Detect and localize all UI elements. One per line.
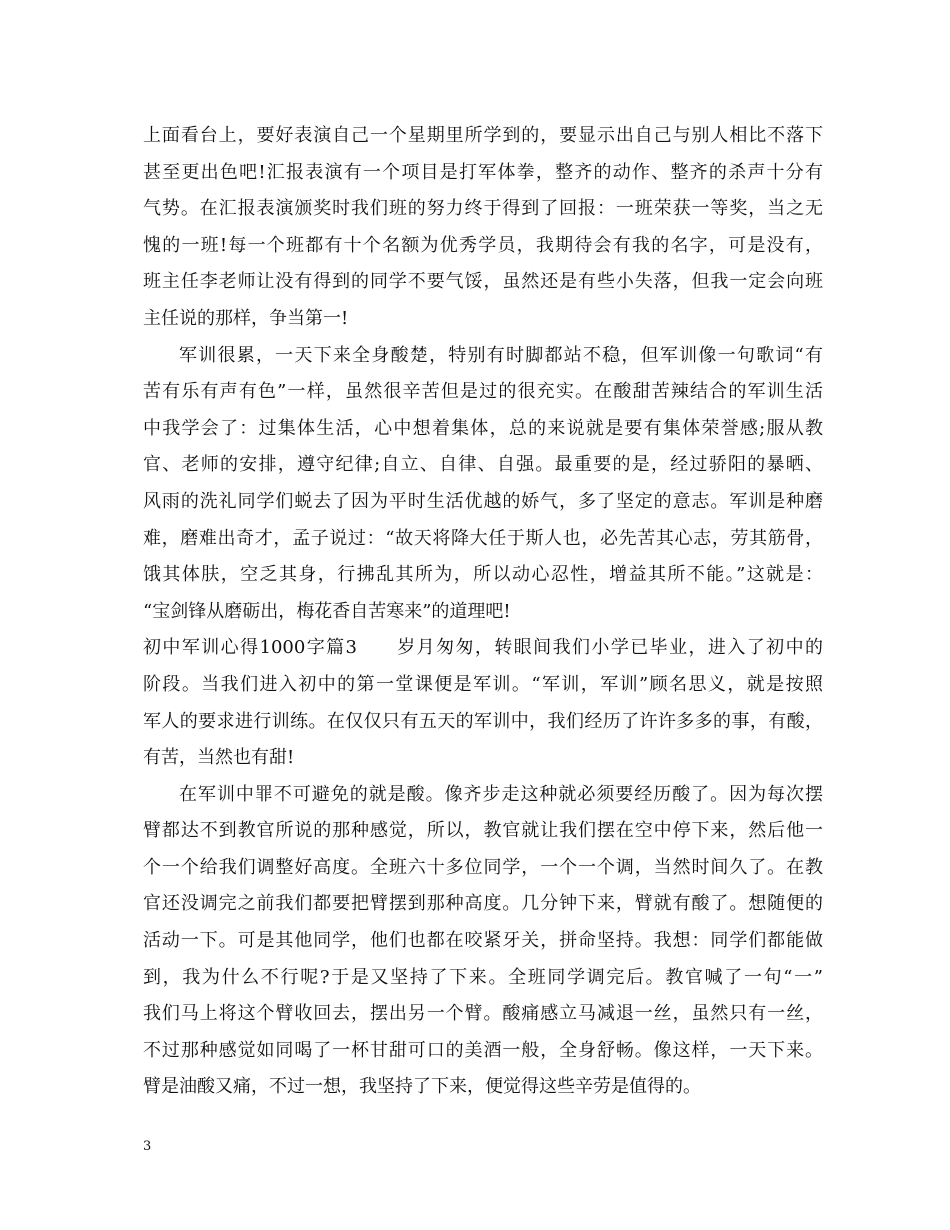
text-line: 班主任李老师让没有得到的同学不要气馁，虽然还是有些小失落，但我一定会向班 bbox=[143, 271, 823, 293]
text-line: 在军训中罪不可避免的就是酸。像齐步走这种就必须要经历酸了。因为每次摆 bbox=[179, 783, 823, 805]
text-line: 军人的要求进行训练。在仅仅只有五天的军训中，我们经历了许许多多的事，有酸， bbox=[143, 710, 823, 732]
text-line: 初中军训心得1000字篇3 岁月匆匆，转眼间我们小学已毕业，进入了初中的 bbox=[143, 637, 823, 659]
text-line: 苦有乐有声有色”一样，虽然很辛苦但是过的很充实。在酸甜苦辣结合的军训生活 bbox=[143, 381, 823, 403]
text-line: 官还没调完之前我们都要把臂摆到那种高度。几分钟下来，臂就有酸了。想随便的 bbox=[143, 893, 823, 915]
paragraph bbox=[143, 118, 823, 338]
text-line: 难，磨难出奇才，孟子说过：“故天将降大任于斯人也，必先苦其心志，劳其筋骨， bbox=[143, 527, 823, 549]
paragraph bbox=[143, 777, 823, 1106]
text-line: 个一个给我们调整好高度。全班六十多位同学，一个一个调，当然时间久了。在教 bbox=[143, 856, 823, 878]
text-line: 中我学会了：过集体生活，心中想着集体，总的来说就是要有集体荣誉感;服从教 bbox=[143, 417, 823, 439]
text-line: 主任说的那样，争当第一! bbox=[143, 307, 349, 329]
text-line: 官、老师的安排，遵守纪律;自立、自律、自强。最重要的是，经过骄阳的暴晒、 bbox=[143, 454, 823, 476]
text-line: 风雨的洗礼同学们蜕去了因为平时生活优越的娇气，多了坚定的意志。军训是种磨 bbox=[143, 490, 823, 512]
text-line: 军训很累，一天下来全身酸楚，特别有时脚都站不稳，但军训像一句歌词“有 bbox=[179, 344, 823, 366]
paragraph bbox=[143, 338, 823, 631]
text-line: 活动一下。可是其他同学，他们也都在咬紧牙关，拼命坚持。我想：同学们都能做 bbox=[143, 930, 823, 952]
text-line: 我们马上将这个臂收回去，摆出另一个臂。酸痛感立马减退一丝，虽然只有一丝， bbox=[143, 1003, 823, 1025]
text-line: 到，我为什么不行呢?于是又坚持了下来。全班同学调完后。教官喊了一句“一” bbox=[143, 966, 823, 988]
text-line: 气势。在汇报表演颁奖时我们班的努力终于得到了回报：一班荣获一等奖，当之无 bbox=[143, 198, 823, 220]
paragraph bbox=[143, 630, 823, 776]
text-line: 饿其体肤，空乏其身，行拂乱其所为，所以动心忍性，增益其所不能。”这就是： bbox=[143, 564, 823, 586]
text-line: 臂都达不到教官所说的那种感觉，所以，教官就让我们摆在空中停下来，然后他一 bbox=[143, 820, 823, 842]
text-line: “宝剑锋从磨砺出，梅花香自苦寒来”的道理吧! bbox=[143, 600, 511, 622]
document-body bbox=[143, 118, 823, 1106]
text-line: 上面看台上，要好表演自己一个星期里所学到的，要显示出自己与别人相比不落下 bbox=[143, 125, 823, 146]
text-line: 阶段。当我们进入初中的第一堂课便是军训。“军训，军训”顾名思义，就是按照 bbox=[143, 673, 823, 695]
text-line: 有苦，当然也有甜! bbox=[143, 747, 295, 769]
text-line: 臂是油酸又痛，不过一想，我坚持了下来，便觉得这些辛劳是值得的。 bbox=[143, 1076, 701, 1098]
page-number: 3 bbox=[143, 1139, 152, 1154]
text-line: 愧的一班!每一个班都有十个名额为优秀学员，我期待会有我的名字，可是没有， bbox=[143, 234, 823, 256]
text-line: 不过那种感觉如同喝了一杯甘甜可口的美酒一般，全身舒畅。像这样，一天下来。 bbox=[143, 1039, 823, 1061]
text-line: 甚至更出色吧!汇报表演有一个项目是打军体拳，整齐的动作、整齐的杀声十分有 bbox=[143, 161, 823, 183]
